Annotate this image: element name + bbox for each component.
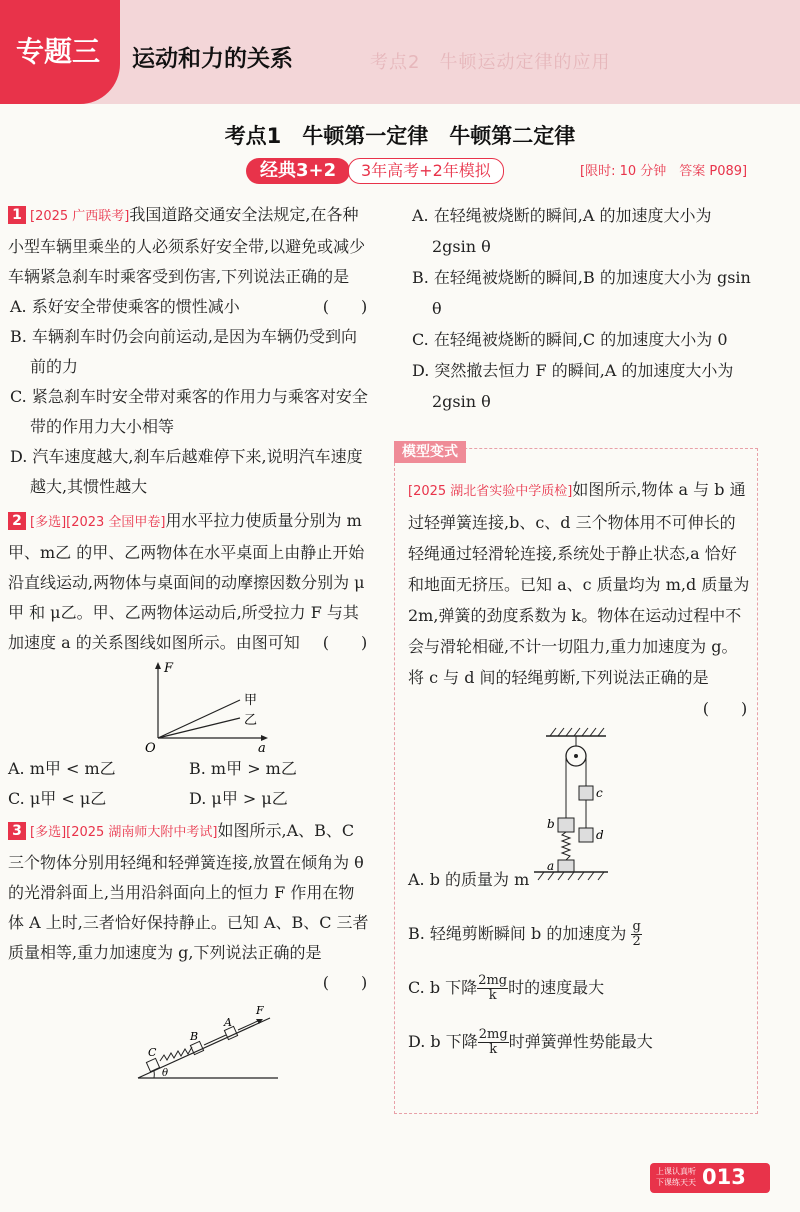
line-label-yi: 乙 (244, 713, 258, 728)
slogan-line-1: 上课认真听 (656, 1167, 696, 1176)
variant-question (408, 474, 750, 1069)
block-a-label: a (547, 859, 555, 873)
q3-option-a: A. 在轻绳被烧断的瞬间,A 的加速度大小为 2gsin θ (412, 206, 712, 256)
option-c: C. 紧急刹车时安全带对乘客的作用力与乘客对安全带的作用力大小相等 (10, 387, 368, 436)
y-axis-label: F (164, 661, 174, 676)
block-c-label: c (596, 786, 603, 800)
classic-badge: 经典3+2 (246, 158, 350, 184)
sub-badge: 3年高考+2年模拟 (348, 158, 504, 184)
option-b-text: B. 轻绳剪断瞬间 b 的加速度为 (408, 924, 627, 943)
page-number-badge (650, 1163, 770, 1193)
option-d-text: D. b 下降 (408, 1032, 478, 1051)
angle-theta-label: θ (162, 1068, 169, 1079)
fraction-denominator: k (489, 1042, 498, 1057)
x-axis-label: a (258, 741, 266, 754)
block-b-label: b (547, 817, 555, 831)
topic-label: 专题三 (16, 35, 101, 68)
block-a-label: A (224, 1016, 232, 1029)
question-source: [2025 广西联考] (30, 209, 130, 224)
fraction (478, 1028, 509, 1057)
fraction (477, 974, 508, 1003)
left-column (8, 200, 370, 1079)
question-number: 1 (8, 206, 26, 224)
q3-option-d: D. 突然撤去恒力 F 的瞬间,A 的加速度大小为 2gsin θ (412, 361, 734, 411)
option-row (8, 754, 370, 784)
origin-label: O (145, 741, 156, 754)
question-text: 如图所示,A、B、C 三个物体分别用轻绳和轻弹簧连接,放置在倾角为 θ 的光滑斜面上,当用沿斜面向上的恒力 F 作用在物体 A 上时,三者恰好保持静止。已知 A、B、C 三者质量相等,重力加速度为 g,下列说法正确的是 (8, 821, 369, 962)
option-b: B. m甲 > m乙 (189, 759, 297, 778)
q3-option-b: B. 在轻绳被烧断的瞬间,B 的加速度大小为 gsin θ (412, 268, 751, 318)
question-source: [多选][2023 全国甲卷] (30, 515, 166, 530)
answer-parenthesis: ( ) (322, 633, 368, 652)
block-b-label: B (190, 1030, 199, 1043)
option-b: B. 车辆刹车时仍会向前运动,是因为车辆仍受到向前的力 (10, 327, 358, 376)
model-variant-tag: 模型变式 (394, 441, 466, 463)
page-number: 013 (702, 1165, 746, 1189)
question-1 (8, 200, 370, 502)
slogan-line-2: 下课练天天 (656, 1178, 696, 1187)
block-c-label: C (148, 1046, 157, 1059)
block-d-label: d (596, 828, 604, 842)
fraction (631, 920, 641, 949)
answer-parenthesis: ( ) (322, 297, 368, 316)
question-source: [多选][2025 湖南师大附中考试] (30, 825, 218, 840)
option-d: D. μ甲 > μ乙 (189, 789, 288, 808)
option-row (8, 784, 370, 814)
question-2 (8, 506, 370, 814)
variant-option-b (408, 907, 750, 961)
question-number: 3 (8, 822, 26, 840)
line-label-jia: 甲 (244, 693, 258, 708)
option-a: A. 系好安全带使乘客的惯性减小 (10, 297, 240, 316)
right-column (410, 200, 760, 417)
fraction-numerator: 2mg (478, 1027, 508, 1042)
question-text: 如图所示,物体 a 与 b 通过轻弹簧连接,b、c、d 三个物体用不可伸长的轻绳通过轻滑轮连接,系统处于静止状态,a 恰好和地面无挤压。已知 a、c 质量均为 m,d 质量为 2m,弹簧的劲度系数为 k。物体在运动过程中不会与滑轮相碰,不计一切阻力,重力加速度为 g。将 c 与 d 间的轻绳剪断,下列说法正确的是 (408, 480, 750, 687)
option-c-text: C. b 下降 (408, 978, 478, 997)
section-title: 考点1 牛顿第一定律 牛顿第二定律 (224, 124, 576, 148)
footer-slogan (656, 1166, 696, 1188)
badge-row (0, 158, 800, 186)
question-3 (8, 816, 370, 1079)
option-c-suffix: 时的速度最大 (508, 978, 605, 997)
answer-parenthesis: ( ) (322, 973, 368, 992)
time-limit-info: [限时: 10 分钟 答案 P089] (580, 164, 748, 179)
force-f-label: F (256, 1004, 264, 1017)
f-a-graph (8, 658, 370, 754)
chapter-title: 运动和力的关系 (132, 46, 293, 72)
question-text: 我国道路交通安全法规定,在各种小型车辆里乘坐的人必须系好安全带,以避免或减少车辆紧急刹车时乘客受到伤害,下列说法正确的是 (8, 205, 366, 286)
ghost-heading: 考点2 牛顿运动定律的应用 (370, 52, 611, 73)
option-d: D. 汽车速度越大,刹车后越难停下来,说明汽车速度越大,其惯性越大 (10, 447, 363, 496)
incline-figure (8, 968, 370, 1079)
variant-option-a: A. b 的质量为 m (408, 870, 530, 889)
option-d-suffix: 时弹簧弹性势能最大 (508, 1032, 653, 1051)
question-number: 2 (8, 512, 26, 530)
header-bar (0, 0, 800, 104)
variant-option-d (408, 1015, 750, 1069)
answer-parenthesis: ( ) (702, 699, 748, 718)
fraction-denominator: 2 (632, 934, 641, 949)
variant-option-c (408, 961, 750, 1015)
q3-option-c: C. 在轻绳被烧断的瞬间,C 的加速度大小为 0 (412, 330, 728, 349)
question-source: [2025 湖北省实验中学质检] (408, 484, 573, 499)
fraction-numerator: g (632, 919, 641, 934)
pulley-figure (408, 693, 750, 873)
fraction-denominator: k (488, 988, 497, 1003)
question-text: 用水平拉力使质量分别为 m甲、m乙 的甲、乙两物体在水平桌面上由静止开始沿直线运动,两物体与桌面间的动摩擦因数分别为 μ甲 和 μ乙。甲、乙两物体运动后,所受拉力 F 与其加速度 a 的关系图线如图所示。由图可知 (8, 511, 365, 652)
option-a: A. m甲 < m乙 (8, 759, 116, 778)
option-c: C. μ甲 < μ乙 (8, 789, 107, 808)
fraction-numerator: 2mg (478, 973, 508, 988)
